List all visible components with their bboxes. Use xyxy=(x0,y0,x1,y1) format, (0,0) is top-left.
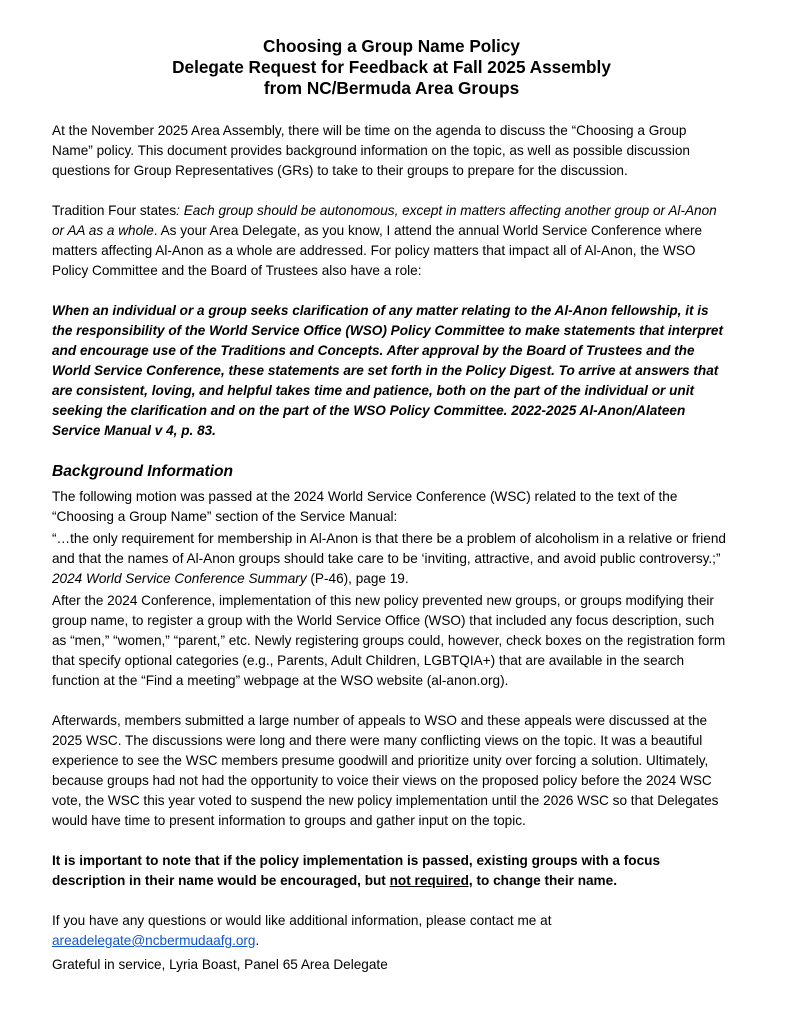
tradition-rest: . As your Area Delegate, as you know, I attend the annual World Service Conference where matters affecting Al-Anon as a whole are addressed. For policy matters that impact all of Al-Anon, the WSO Policy Committee and the Board of Trustees also have a role: xyxy=(52,223,703,278)
contact-email-link[interactable]: areadelegate@ncbermudaafg.org xyxy=(52,933,256,948)
document-title xyxy=(52,36,731,99)
motion-source: 2024 World Service Conference Summary xyxy=(52,571,307,586)
signature: Grateful in service, Lyria Boast, Panel 65 Area Delegate xyxy=(52,957,388,972)
contact-paragraph xyxy=(52,911,731,951)
service-manual-quote-text: When an individual or a group seeks clarification of any matter relating to the Al-Anon fellowship, it is the responsibility of the World Service Office (WSO) Policy Committee to make statements that interpret and encourage use of the Traditions and Concepts. After approval by the Board of Trustees and the World Service Conference, these statements are set forth in the Policy Digest. To arrive at answers that are consistent, loving, and helpful takes time and patience, both on the part of the individual or unit seeking the clarification and on the part of the WSO Policy Committee. 2022-2025 Al-Anon/Alateen Service Manual v 4 xyxy=(52,303,724,438)
title-line-3: from NC/Bermuda Area Groups xyxy=(263,78,520,98)
background-heading: Background Information xyxy=(52,463,234,480)
contact-text: If you have any questions or would like additional information, please contact me at xyxy=(52,913,552,928)
important-note-after: to change their name. xyxy=(472,873,617,888)
service-manual-quote-page: , p. 83. xyxy=(173,423,216,438)
motion-text: “…the only requirement for membership in Al-Anon is that there be a problem of alcoholism in a relative or friend and that the names of Al-Anon groups should take care to be ‘inviting, attractive, and avoid public controversy.;” xyxy=(52,531,726,566)
intro-paragraph: At the November 2025 Area Assembly, there will be time on the agenda to discuss the “Choosing a Group Name” policy. This document provides background information on the topic, as well as possible discussion questions for Group Representatives (GRs) to take to their groups to prepare for the discussion. xyxy=(52,123,690,178)
motion-quote xyxy=(52,529,731,589)
important-note-underlined: not required, xyxy=(389,873,473,888)
title-line-1: Choosing a Group Name Policy xyxy=(263,36,520,56)
tradition-paragraph xyxy=(52,201,731,281)
important-note xyxy=(52,851,731,891)
service-manual-quote xyxy=(52,301,731,441)
background-paragraph-2: After the 2024 Conference, implementation of this new policy prevented new groups, or groups modifying their group name, to register a group with the World Service Office (WSO) that included any focus description, such as “men,” “women,” “parent,” etc. Newly registering groups could, however, check boxes on the registration form that specify optional categories (e.g., Parents, Adult Children, LGBTQIA+) that are available in the search function at the “Find a meeting” webpage at the WSO website (al-anon.org). xyxy=(52,593,726,688)
background-paragraph-1: The following motion was passed at the 2024 World Service Conference (WSC) related to the text of the “Choosing a Group Name” section of the Service Manual: xyxy=(52,489,678,524)
background-paragraph-3: Afterwards, members submitted a large number of appeals to WSO and these appeals were discussed at the 2025 WSC. The discussions were long and there were many conflicting views on the topic. It was a beautiful experience to see the WSC members presume goodwill and prioritize unity over forcing a solution. Ultimately, because groups had not had the opportunity to voice their views on the proposed policy before the 2024 WSC vote, the WSC this year voted to suspend the new policy implementation until the 2026 WSC so that Delegates would have time to present information to groups and gather input on the topic. xyxy=(52,713,719,828)
tradition-quote: : Each group should be autonomous, except in matters affecting another group or Al-Anon or AA as a whole xyxy=(52,203,717,238)
contact-period: . xyxy=(255,933,260,948)
title-line-2: Delegate Request for Feedback at Fall 2025 Assembly xyxy=(172,57,611,77)
motion-ref: (P-46), page 19. xyxy=(306,571,409,586)
important-note-before: It is important to note that if the policy implementation is passed, existing groups with a focus description in their name would be encouraged, but xyxy=(52,853,661,888)
tradition-lead: Tradition Four states xyxy=(52,203,177,218)
